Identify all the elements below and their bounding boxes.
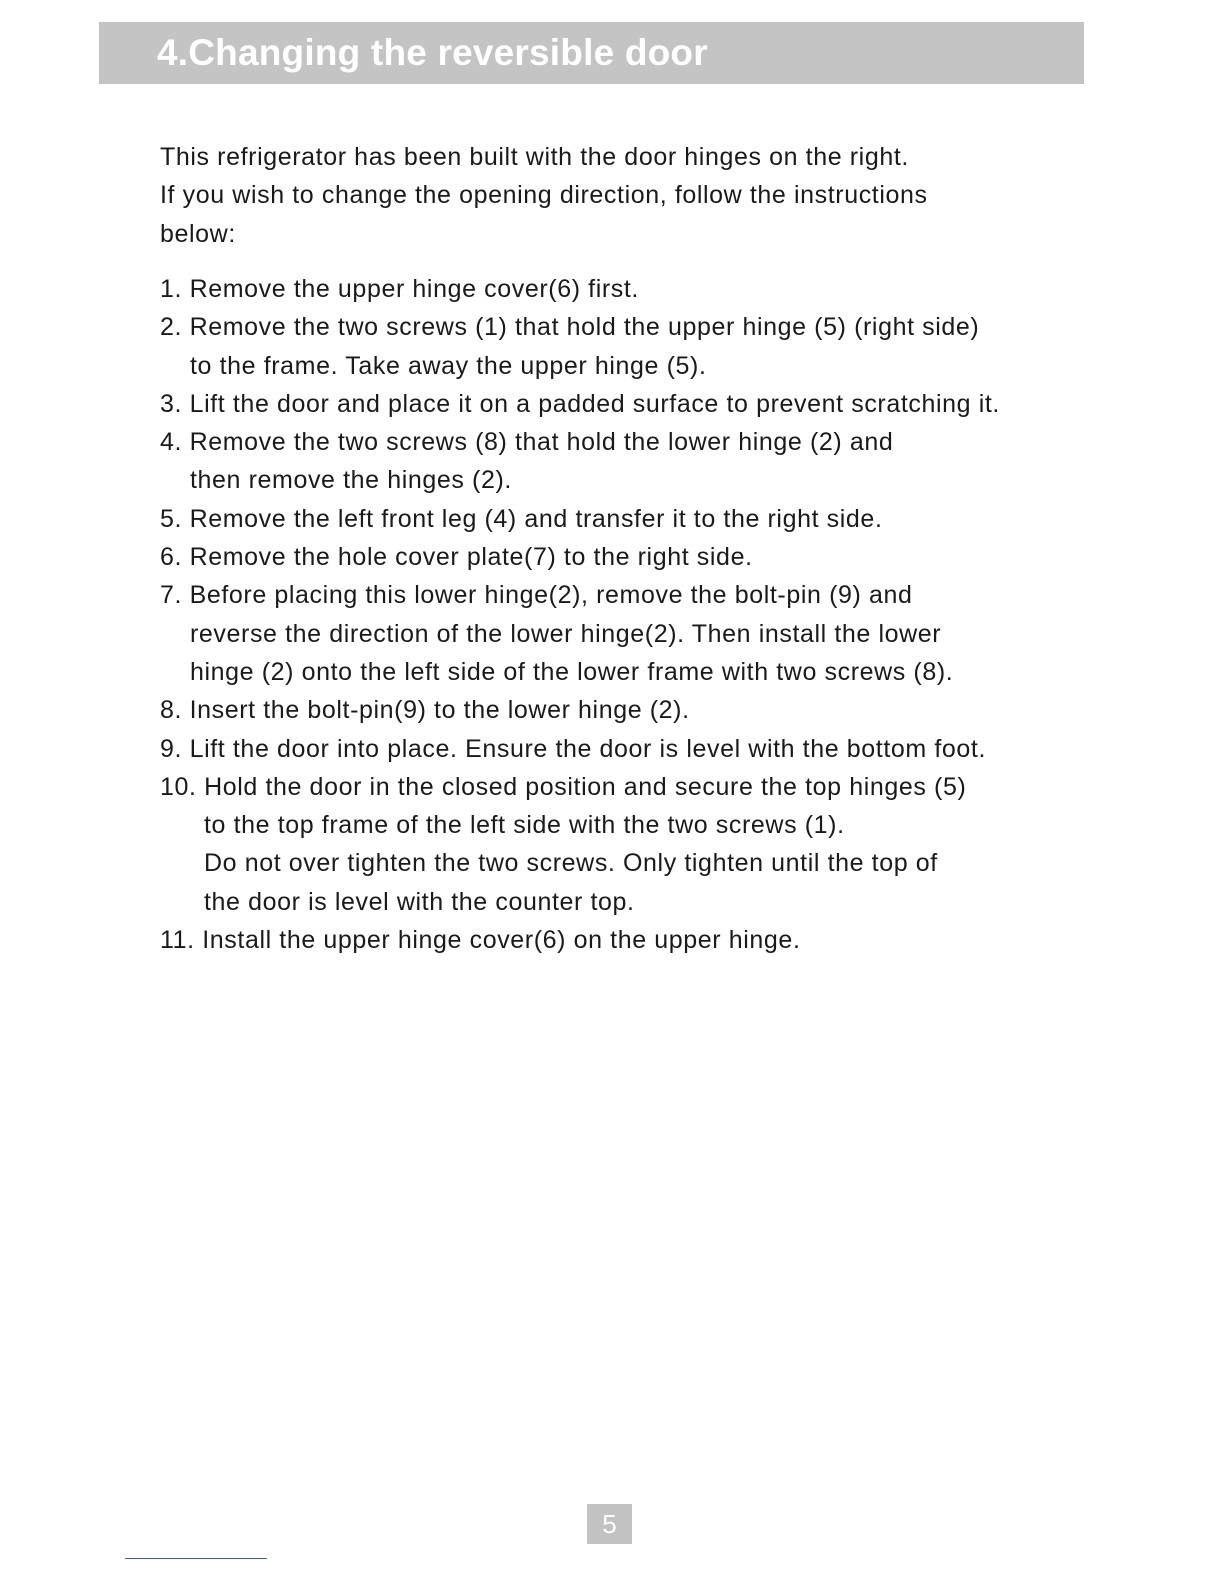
step-text: 6. Remove the hole cover plate(7) to the right side. [160,543,753,572]
step-continuation: to the top frame of the left side with the two screws (1). [204,811,845,840]
step-text: 11. Install the upper hinge cover(6) on the upper hinge. [160,926,801,955]
instruction-steps [160,270,1080,959]
page-number: 5 [587,1504,632,1544]
intro-line: below: [160,219,236,248]
step-3 [160,385,1080,423]
section-header-bar [99,22,1084,84]
step-11 [160,921,1080,959]
step-continuation: to the frame. Take away the upper hinge (5). [190,351,707,380]
step-2 [160,308,1080,385]
step-continuation: then remove the hinges (2). [190,466,512,495]
intro-line: If you wish to change the opening direction, follow the instructions [160,181,928,210]
step-continuation: reverse the direction of the lower hinge(2). Then install the lower [190,619,942,648]
step-text: 2. Remove the two screws (1) that hold the upper hinge (5) (right side) [160,313,980,342]
intro-paragraph [160,138,1060,253]
step-7 [160,576,1080,691]
step-continuation: hinge (2) onto the left side of the lower frame with two screws (8). [190,657,954,686]
step-continuation: the door is level with the counter top. [204,887,635,916]
step-text: 3. Lift the door and place it on a padded surface to prevent scratching it. [160,389,1000,418]
step-5 [160,500,1080,538]
intro-line: This refrigerator has been built with the door hinges on the right. [160,143,909,171]
step-10 [160,768,1080,921]
footer-divider [125,1558,267,1559]
step-text: 4. Remove the two screws (8) that hold the lower hinge (2) and [160,428,894,457]
step-4 [160,423,1080,500]
step-text: 5. Remove the left front leg (4) and transfer it to the right side. [160,504,883,533]
section-title: 4.Changing the reversible door [157,32,708,73]
step-text: 10. Hold the door in the closed position and secure the top hinges (5) [160,772,967,801]
step-text: 8. Insert the bolt-pin(9) to the lower hinge (2). [160,696,690,725]
step-text: 9. Lift the door into place. Ensure the door is level with the bottom foot. [160,734,987,763]
step-6 [160,538,1080,576]
step-8 [160,691,1080,729]
step-9 [160,730,1080,768]
step-continuation: Do not over tighten the two screws. Only tighten until the top of [204,849,938,878]
step-text: 1. Remove the upper hinge cover(6) first. [160,275,639,303]
step-1 [160,270,1080,308]
step-text: 7. Before placing this lower hinge(2), remove the bolt-pin (9) and [160,581,913,610]
